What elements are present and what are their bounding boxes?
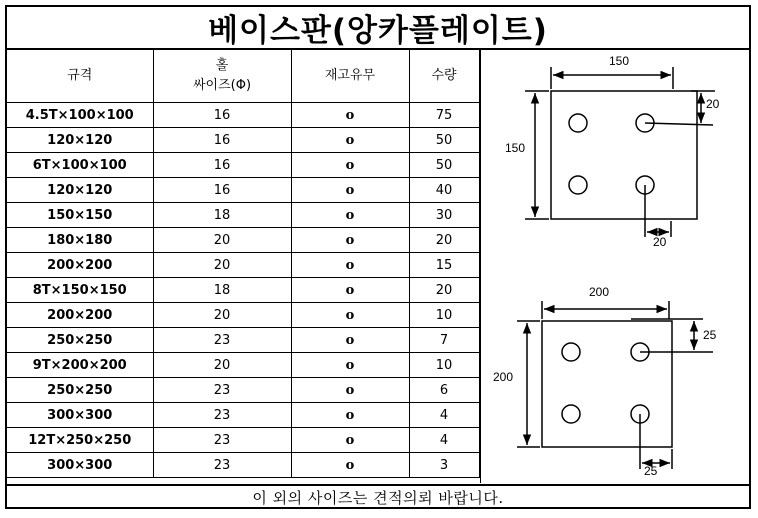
hole-size-cell: 16 [153,153,291,178]
spec-cell: 200×200 [7,253,153,278]
plate-150-edge-bottom-label: 20 [653,235,667,249]
hole-size-cell: 20 [153,353,291,378]
table-row [7,428,479,453]
spec-table [7,49,480,478]
stock-cell: o [291,103,409,128]
qty-cell: 50 [409,153,479,178]
plate-drawings [480,49,750,483]
qty-cell: 75 [409,103,479,128]
page-title: 베이스판(앙카플레이트) [7,7,749,50]
qty-cell: 10 [409,353,479,378]
stock-cell: o [291,303,409,328]
plate-150-hole [569,114,587,132]
hole-size-cell: 16 [153,103,291,128]
spec-cell: 8T×150×150 [7,278,153,303]
plate-200-hole [562,405,580,423]
stock-cell: o [291,353,409,378]
stock-cell: o [291,203,409,228]
plate-200-drawing [517,301,713,469]
qty-cell: 15 [409,253,479,278]
qty-cell: 7 [409,328,479,353]
plate-150-hole [569,176,587,194]
qty-cell: 4 [409,403,479,428]
hole-size-cell: 23 [153,328,291,353]
hole-size-cell: 23 [153,428,291,453]
spec-cell: 250×250 [7,328,153,353]
table-row [7,328,479,353]
header-spec: 규격 [7,50,153,103]
hole-size-cell: 20 [153,303,291,328]
hole-size-cell: 23 [153,378,291,403]
table-row [7,353,479,378]
qty-cell: 4 [409,428,479,453]
stock-cell: o [291,453,409,478]
stock-cell: o [291,153,409,178]
spec-cell: 120×120 [7,128,153,153]
plate-200-hole [562,343,580,361]
spec-cell: 12T×250×250 [7,428,153,453]
spec-cell: 150×150 [7,203,153,228]
hole-size-cell: 18 [153,203,291,228]
hole-size-cell: 16 [153,178,291,203]
header-hole-line1: 홀 [215,58,229,73]
table-row [7,453,479,478]
plate-150-height-label: 150 [505,141,526,155]
stock-cell: o [291,403,409,428]
spec-cell: 9T×200×200 [7,353,153,378]
table-row [7,128,479,153]
qty-cell: 50 [409,128,479,153]
footer-note: 이 외의 사이즈는 견적의뢰 바랍니다. [7,484,749,509]
spec-cell: 6T×100×100 [7,153,153,178]
table-row [7,103,479,128]
plate-150-outline [551,91,697,219]
table-row [7,378,479,403]
plate-drawing-svg [481,49,750,483]
hole-size-cell: 23 [153,453,291,478]
plate-150-width-label: 150 [609,54,630,68]
table-row [7,178,479,203]
stock-cell: o [291,428,409,453]
spec-cell: 300×300 [7,403,153,428]
plate-200-height-label: 200 [493,370,514,384]
stock-cell: o [291,278,409,303]
stock-cell: o [291,228,409,253]
hole-size-cell: 16 [153,128,291,153]
table-row [7,153,479,178]
stock-cell: o [291,178,409,203]
header-qty: 수량 [409,50,479,103]
spec-cell: 250×250 [7,378,153,403]
plate-150-drawing [525,67,715,237]
table-row [7,253,479,278]
table-header-row [7,50,479,103]
spec-cell: 120×120 [7,178,153,203]
header-hole-line2: 싸이즈(Φ) [192,78,252,93]
hole-size-cell: 18 [153,278,291,303]
plate-200-outline [542,321,672,447]
header-hole-size [153,50,291,103]
table-row [7,228,479,253]
plate-200-width-label: 200 [589,285,610,299]
spec-cell: 200×200 [7,303,153,328]
spec-cell: 4.5T×100×100 [7,103,153,128]
hole-size-cell: 20 [153,253,291,278]
hole-size-cell: 23 [153,403,291,428]
table-row [7,203,479,228]
hole-size-cell: 20 [153,228,291,253]
qty-cell: 20 [409,278,479,303]
stock-cell: o [291,253,409,278]
table-row [7,403,479,428]
qty-cell: 40 [409,178,479,203]
header-stock: 재고유무 [291,50,409,103]
qty-cell: 30 [409,203,479,228]
table-row [7,303,479,328]
qty-cell: 6 [409,378,479,403]
qty-cell: 10 [409,303,479,328]
spec-cell: 180×180 [7,228,153,253]
plate-150-edge-top-label: 20 [706,97,720,111]
qty-cell: 20 [409,228,479,253]
stock-cell: o [291,378,409,403]
plate-200-edge-top-label: 25 [703,328,717,342]
stock-cell: o [291,328,409,353]
table-row [7,278,479,303]
stock-cell: o [291,128,409,153]
spec-cell: 300×300 [7,453,153,478]
qty-cell: 3 [409,453,479,478]
plate-200-edge-bottom-label: 25 [644,464,658,478]
